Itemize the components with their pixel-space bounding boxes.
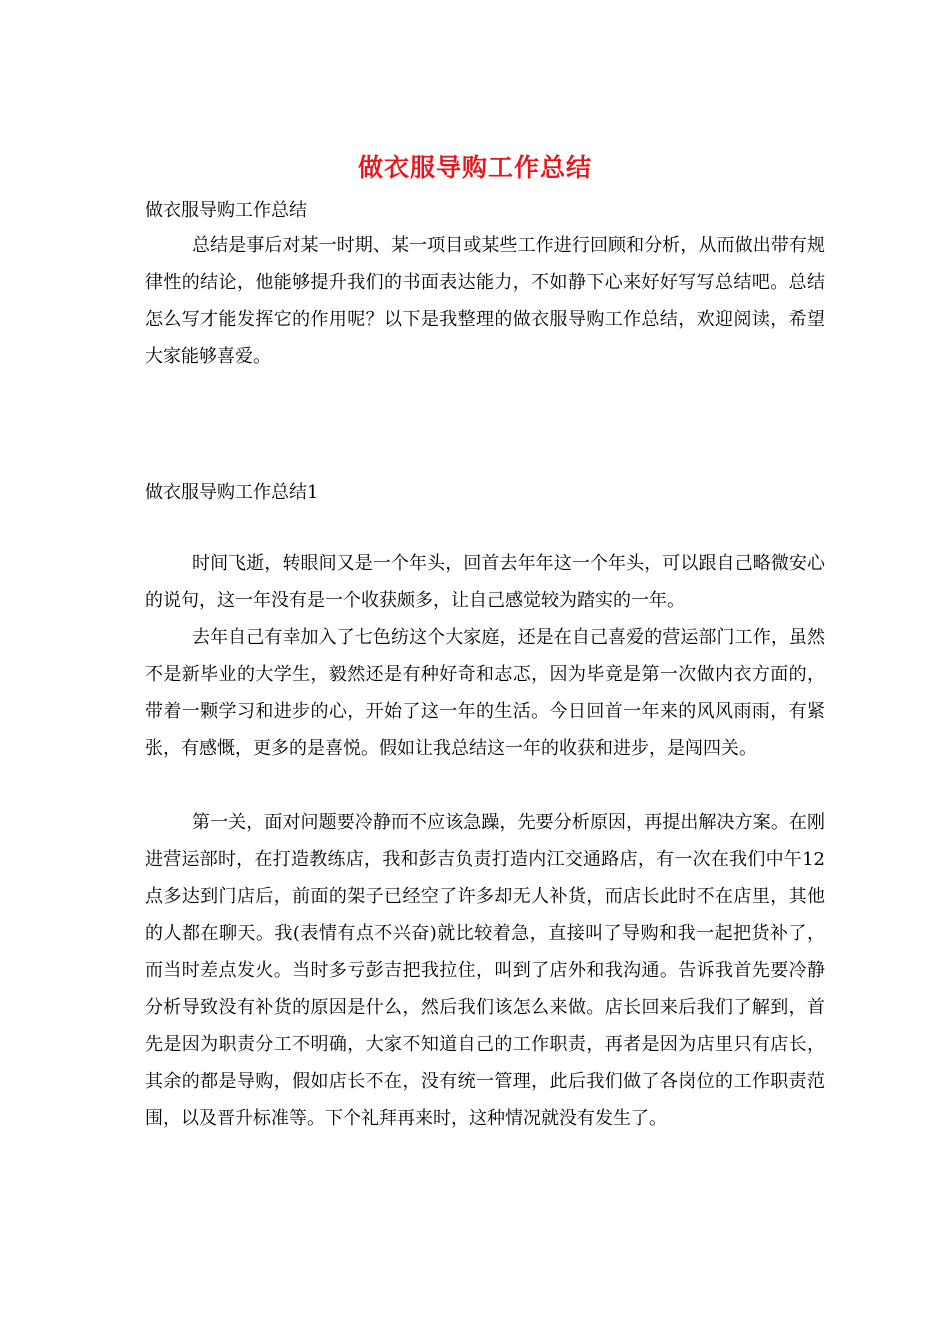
document-title: 做衣服导购工作总结	[357, 153, 592, 182]
document-subtitle: 做衣服导购工作总结	[145, 200, 307, 221]
body-paragraph-2: 去年自己有幸加入了七色纺这个大家庭，还是在自己喜爱的营运部门工作，虽然不是新毕业的大学生，毅然还是有种好奇和志忑，因为毕竟是第一次做内衣方面的，带着一颗学习和进步的心，开始了这一年的生活。今日回首一年来的风风雨雨，有紧张，有感慨，更多的是喜悦。假如让我总结这一年的收获和进步，是闯四关。	[145, 627, 825, 759]
body-paragraph-1: 时间飞逝，转眼间又是一个年头，回首去年年这一个年头，可以跟自己略微安心的说句，这一年没有是一个收获颇多，让自己感觉较为踏实的一年。	[145, 553, 825, 611]
section-heading: 做衣服导购工作总结1	[145, 482, 319, 503]
body-paragraph-3: 第一关，面对问题要冷静而不应该急躁，先要分析原因，再提出解决方案。在刚进营运部时，在打造教练店，我和彭吉负责打造内江交通路店，有一次在我们中午12点多达到门店后，前面的架子已经空了许多却无人补货，而店长此时不在店里，其他的人都在聊天。我(表情有点不兴奋)就比较着急，直接叫了导购和我一起把货补了，而当时差点发火。当时多亏彭吉把我拉住，叫到了店外和我沟通。告诉我首先要冷静分析导致没有补货的原因是什么，然后我们该怎么来做。店长回来后我们了解到，首先是因为职责分工不明确，大家不知道自己的工作职责，再者是因为店里只有店长，其余的都是导购，假如店长不在，没有统一管理，此后我们做了各岗位的工作职责范围，以及晋升标准等。下个礼拜再来时，这种情况就没有发生了。	[145, 812, 825, 1129]
intro-paragraph: 总结是事后对某一时期、某一项目或某些工作进行回顾和分析，从而做出带有规律性的结论，他能够提升我们的书面表达能力，不如静下心来好好写写总结吧。总结怎么写才能发挥它的作用呢？以下是我整理的做衣服导购工作总结，欢迎阅读，希望大家能够喜爱。	[145, 235, 825, 367]
